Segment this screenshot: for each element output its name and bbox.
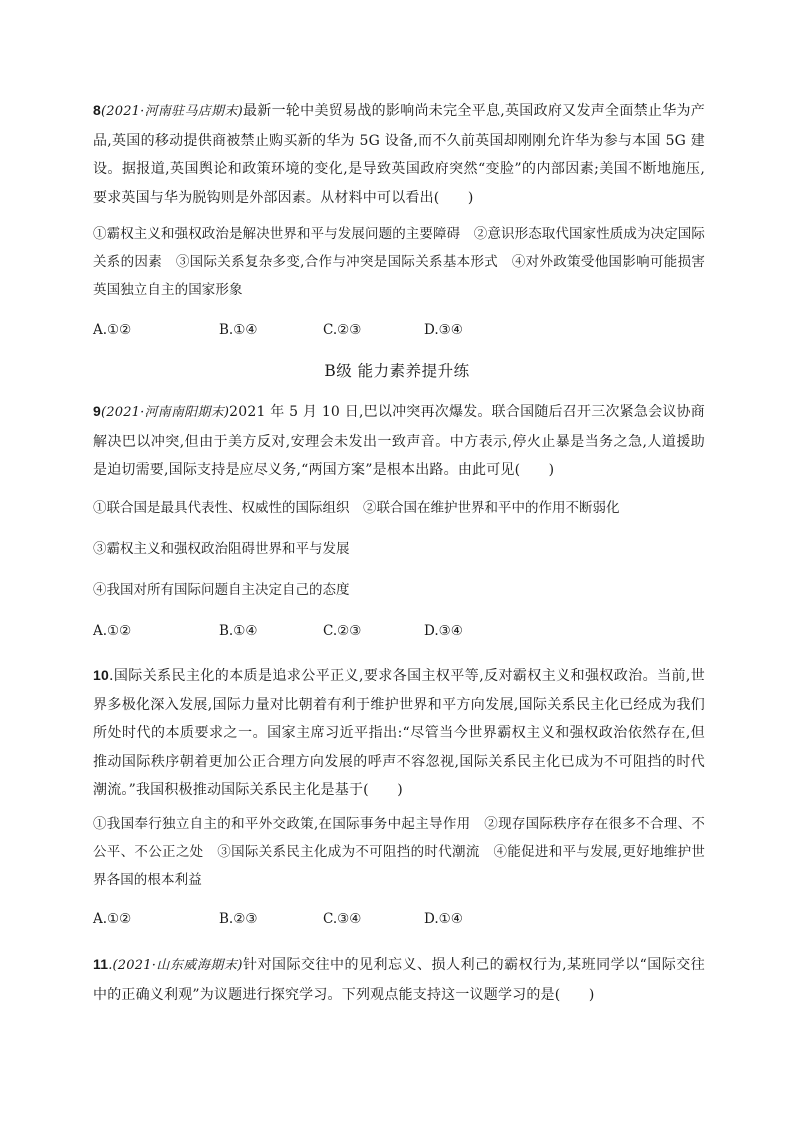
choice-b: B.①④ xyxy=(219,623,258,639)
question-9-choices xyxy=(93,621,705,641)
question-stem: .国际关系民主化的本质是追求公平正义,要求各国主权平等,反对霸权主义和强权政治。当前,世界多极化深入发展,国际力量对比朝着有利于维护世界和平方向发展,国际关系民主化已经成为我们所处时代的本质要求之一。国家主席习近平指出:“尽管当今世界霸权主义和强权政治依然存在,但推动国际秩序朝着更加公正合理方向发展的呼声不容忽视,国际关系民主化已成为不可阻挡的时代潮流。”我国积极推动国际关系民主化是基于( ) xyxy=(93,668,705,798)
question-number: 10 xyxy=(93,667,109,683)
choice-b: B.①④ xyxy=(219,322,258,338)
choice-d: D.①④ xyxy=(424,911,463,927)
question-8 xyxy=(93,96,705,212)
question-source: (2021·河南南阳期末) xyxy=(101,405,230,420)
question-10-options: ①我国奉行独立自主的和平外交政策,在国际事务中起主导作用 ②现存国际秩序存在很多不合理、不公平、不公正之处 ③国际关系民主化成为不可阻挡的时代潮流 ④能促进和平与发展,更好地维护世界各国的根本利益 xyxy=(93,816,705,888)
question-9-option-4: ④我国对所有国际问题自主决定自己的态度 xyxy=(93,582,350,598)
section-heading-b: B级 能力素养提升练 xyxy=(324,362,470,380)
question-11 xyxy=(93,950,705,1009)
question-number: 9 xyxy=(93,403,101,419)
choice-c: C.②③ xyxy=(323,623,362,639)
question-stem: 针对国际交往中的见利忘义、损人利己的霸权行为,某班同学以“国际交往中的正确义利观”为议题进行探究学习。下列观点能支持这一议题学习的是( ) xyxy=(93,957,705,1003)
question-10-choices xyxy=(93,909,705,929)
question-9 xyxy=(93,397,705,485)
question-8-choices xyxy=(93,320,705,340)
choice-b: B.②③ xyxy=(219,911,258,927)
choice-a: A.①② xyxy=(93,623,132,639)
question-number: 8 xyxy=(93,102,101,118)
choice-c: C.③④ xyxy=(323,911,362,927)
question-number: 11 xyxy=(93,956,109,972)
question-9-option-1-2: ①联合国是最具代表性、权威性的国际组织 ②联合国在维护世界和平中的作用不断弱化 xyxy=(93,500,620,516)
choice-c: C.②③ xyxy=(323,322,362,338)
question-10 xyxy=(93,661,705,805)
choice-a: A.①② xyxy=(93,322,132,338)
choice-a: A.①② xyxy=(93,911,132,927)
choice-d: D.③④ xyxy=(424,322,463,338)
question-9-option-3: ③霸权主义和强权政治阻碍世界和平与发展 xyxy=(93,541,350,557)
question-8-options: ①霸权主义和强权政治是解决世界和平与发展问题的主要障碍 ②意识形态取代国家性质成为决定国际关系的因素 ③国际关系复杂多变,合作与冲突是国际关系基本形式 ④对外政策受他国影响可能损害英国独立自主的国家形象 xyxy=(93,226,705,298)
choice-d: D.③④ xyxy=(424,623,463,639)
question-source: (2021·河南驻马店期末) xyxy=(101,104,243,119)
question-source: .(2021·山东威海期末) xyxy=(108,958,243,973)
question-stem: 最新一轮中美贸易战的影响尚未完全平息,英国政府又发声全面禁止华为产品,英国的移动提供商被禁止购买新的华为 5G 设备,而不久前英国却刚刚允许华为参与本国 5G 建设。据报道,英国舆论和政策环境的变化,是导致英国政府突然“变脸”的内部因素;美国不断地施压,要求英国与华为脱钩则是外部因素。从材料中可以看出( ) xyxy=(93,103,705,206)
question-stem: 2021 年 5 月 10 日,巴以冲突再次爆发。联合国随后召开三次紧急会议协商解决巴以冲突,但由于美方反对,安理会未发出一致声音。中方表示,停火止暴是当务之急,人道援助是迫切需要,国际支持是应尽义务,“两国方案”是根本出路。由此可见( ) xyxy=(93,404,705,478)
